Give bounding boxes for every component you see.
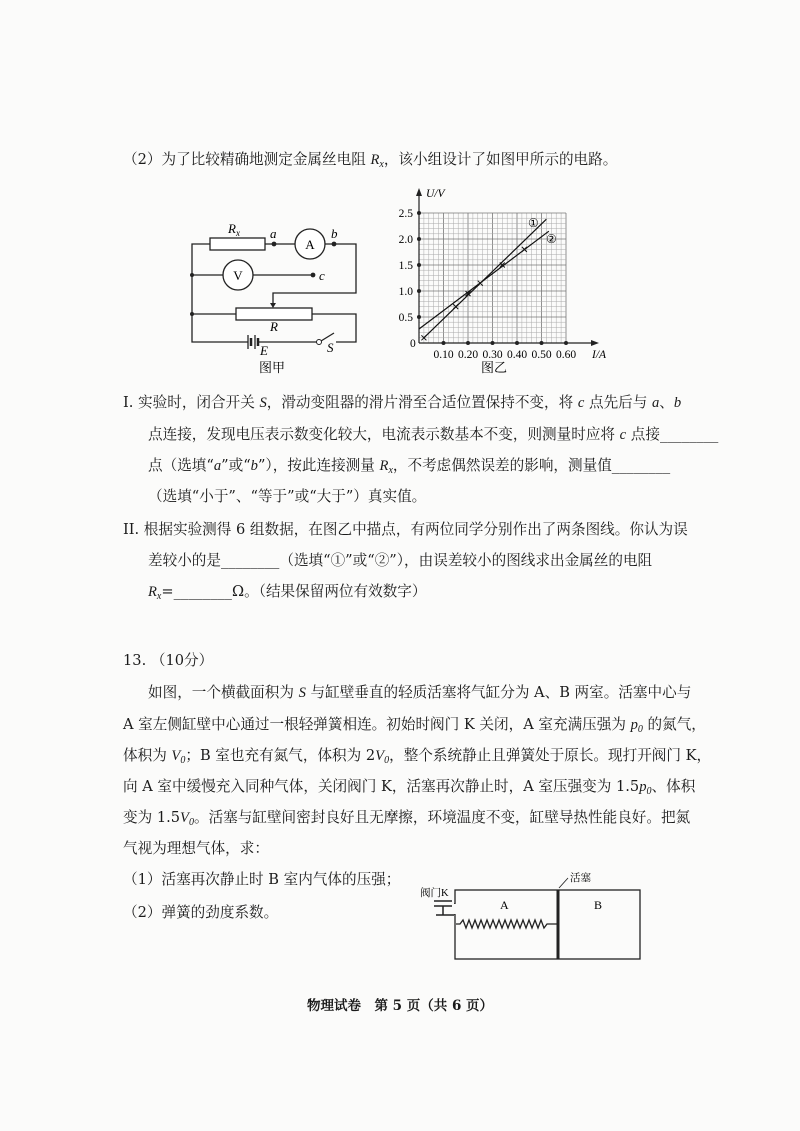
text-run: （选填“小于”、“等于”或“大于”）真实值。 [148,488,427,505]
text-run: ，不考虑偶然误差的影响，测量值________ [392,457,671,474]
text-run: 气视为理想气体，求： [123,840,269,857]
graph-caption: 图乙 [480,360,508,375]
math-symbol: $V_0$ [375,748,390,766]
q13-para-line-2 [123,715,706,740]
text-run: ；B 室也充有氮气，体积为 2 [185,747,376,764]
y-tick-label: 0.5 [398,312,413,324]
y-tick [417,315,421,319]
part-i-line-1 [123,393,681,413]
data-point [478,281,483,286]
text-run: 点先后与 [584,394,652,411]
text-run: （2）为了比较精确地测定金属丝电阻 [123,151,371,168]
text-run: 与缸壁垂直的轻质活塞将气缸分为 A、B 两室。活塞中心与 [305,684,692,701]
q13-para-line-4 [123,777,695,802]
math-symbol: $R_x$ [370,152,384,170]
text-run: 点接________ [626,426,719,443]
label-c: c [319,268,325,283]
label-rheostat: R [270,319,278,334]
q13-para-line-1 [148,683,691,703]
label-b: b [331,226,338,241]
text-run: （2）弹簧的劲度系数。 [123,904,279,921]
label-voltmeter: V [233,268,243,283]
math-symbol: b [673,395,682,411]
label-rx: $R_x$ [228,221,240,238]
y-axis-arrow-icon [416,188,422,196]
part-i-line-2 [148,425,718,445]
math-symbol: b [250,458,258,474]
line-label-1: ① [528,216,539,230]
part-i-line-3 [148,456,670,481]
q13-para-line-3 [123,746,711,771]
x-axis-label: I/A [592,349,607,361]
y-tick-label: 2.0 [398,234,413,246]
x-tick-label: 0.40 [506,349,528,361]
math-symbol: $p_0$ [630,717,643,735]
text-run: 如图，一个横截面积为 [148,684,299,701]
math-symbol: $p_0$ [639,779,652,797]
room-b-label: B [594,898,603,912]
y-tick [417,263,421,267]
y-tick-label: 1.0 [398,286,413,298]
q13-sub-1 [123,870,400,890]
label-ammeter: A [305,237,315,252]
x-tick [491,341,495,345]
math-symbol: c [619,427,627,443]
text-run: 、 [659,394,674,411]
math-symbol: S [259,395,267,411]
text-run: ，该小组设计了如图甲所示的电路。 [383,151,618,168]
part-ii-line-1 [123,520,688,540]
math-symbol: $R_x$ [379,458,393,476]
math-symbol: S [298,685,306,701]
x-tick-label: 0.60 [555,349,577,361]
text-run: 点（选填“ [148,457,214,474]
cylinder-diagram [420,870,680,970]
origin-label: 0 [410,338,416,350]
x-tick-label: 0.20 [457,349,479,361]
y-tick [417,237,421,241]
y-tick [417,289,421,293]
y-axis-label: U/V [426,188,445,200]
text-run: 变为 1.5 [123,809,181,826]
text-run: A 室左侧缸壁中心通过一根轻弹簧相连。初始时阀门 K 关闭，A 室充满压强为 [123,716,631,733]
text-run: ，滑动变阻器的滑片滑至合适位置保持不变，将 [266,394,578,411]
text-run: 、体积 [651,778,696,795]
x-tick [515,341,519,345]
x-tick [564,341,568,345]
text-run: （1）活塞再次静止时 B 室内气体的压强； [123,871,401,888]
line-label-2: ② [546,232,557,246]
part-i-line-4 [148,487,426,507]
x-tick [466,341,470,345]
room-a-label: A [500,898,509,912]
math-symbol: $V_0$ [171,748,186,766]
x-tick [442,341,446,345]
circuit-caption: 图甲 [258,360,286,375]
math-symbol: a [652,395,660,411]
text-run: I. 实验时，闭合开关 [123,394,260,411]
math-symbol: $V_0$ [180,810,194,828]
text-run: =________Ω。（结果保留两位有效数字） [161,583,427,600]
x-axis-arrow-icon [591,340,599,346]
valve-k-icon [434,901,455,915]
text-run: II. 根据实验测得 6 组数据，在图乙中描点，有两位同学分别作出了两条图线。你认为误 [123,521,688,538]
text-run: ”），按此连接测量 [257,457,380,474]
math-symbol: a [213,458,222,474]
text-run: 的氮气， [642,716,706,733]
u-i-graph [0,0,800,400]
q13-header: 13. （10分） [123,652,214,669]
y-tick [417,211,421,215]
text-run: 。活塞与缸壁间密封良好且无摩擦，环境温度不变，缸壁导热性能良好。把氮 [193,809,691,826]
q13-sub-2 [123,903,278,923]
math-symbol: $R_x$ [148,584,162,602]
q13-para-line-6 [123,839,269,859]
x-tick-label: 0.30 [482,349,503,361]
x-tick-label: 0.50 [531,349,552,361]
part-ii-line-3 [148,582,427,607]
text-run: ，整个系统静止且弹簧处于原长。现打开阀门 K， [389,747,712,764]
valve-label: 阀门K [420,888,449,899]
y-tick-label: 1.5 [398,260,413,272]
math-symbol: c [577,395,585,411]
y-tick-label: 2.5 [398,208,413,220]
label-switch: S [327,340,334,355]
label-a: a [270,226,277,241]
text-run: 向 A 室中缓慢充入同种气体，关闭阀门 K，活塞再次静止时，A 室压强变为 1.5 [123,778,640,795]
piston-label: 活塞 [570,873,591,884]
x-tick [540,341,544,345]
text-run: 点连接，发现电压表示数变化较大，电流表示数基本不变，则测量时应将 [148,426,620,443]
text-run: 差较小的是________（选填“①”或“②”），由误差较小的图线求出金属丝的电阻 [148,552,653,569]
text-run: 体积为 [123,747,172,764]
spring-icon [456,920,558,928]
text-run: ”或“ [221,457,251,474]
q13-para-line-5 [123,808,690,833]
label-battery: E [260,343,268,358]
part-ii-line-2 [148,551,652,571]
page-footer: 物理试卷 第 5 页（共 6 页） [306,998,494,1014]
x-tick-label: 0.10 [433,349,454,361]
